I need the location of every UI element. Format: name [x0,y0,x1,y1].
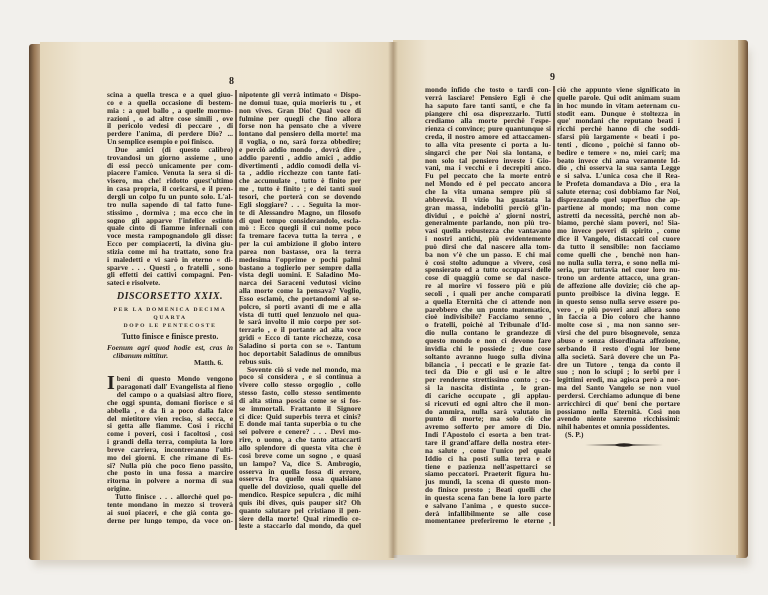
text-line: gli effetti dei cattivi compagni. Pen- [107,271,233,280]
text-line: soltanto avranno luogo sulla divina [425,352,551,361]
text-line: partiene al mondo; ma non come [557,203,680,212]
text-line: mendico. Respice sepulcra , dic mihi [239,491,361,499]
text-line: stizia come mi ha trattato, sono fra [107,247,233,256]
text-line: si ricevuti ed ogni altro che il mon- [425,399,551,408]
text-line: le Profeta domandava a Dio , era la [557,180,680,188]
text-line: ai suoi piaceri, e che già conta go- [107,508,233,517]
text-line: voce mesta rampognandolo gli disse: [107,232,233,241]
text-line: o fratelli, poichè al Tribunale d'Id- [425,321,551,330]
text-line: nel Mondo ed è pel peccato ancora [425,180,551,188]
text-line: vasi quella robustezza che vantavano [425,227,551,236]
text-line: bedire e temere » no, miei cari; ma [557,148,680,157]
end-ornament-icon [585,442,663,448]
text-line: non solo tal pensiero investe i Gio- [425,156,551,165]
text-line: invidia chi le possiede ; due cose [425,344,551,353]
right-column-2 [557,86,680,439]
text-line: terrarlo , e il portante ad alta voce [239,326,361,335]
text-line: to alla vita presente ci porta a lu- [425,140,551,149]
text-line: mo invece poveri di spirito , come [557,227,680,236]
page-number-left: 8 [229,76,234,87]
text-line: de affezione alle dovizie; ciò che ap- [557,282,680,290]
text-line: quelle del dovizioso, quali quelle del [239,483,361,492]
text-line: piangere chi osa disprezzarlo. Tutti [425,109,551,118]
text-line: che la vita umana sempre più si [425,187,551,196]
text-line: mia : a quel ballo , a quelle mormo- [107,106,233,115]
text-line: Saladino si porta con se ». Tantum [239,342,361,350]
text-line: que' mondani che reputano beati i [557,117,680,126]
text-line: abbrevia. Il vizio ha guastata la [425,195,551,204]
discourse-subtitle: DOPO LE PENTECOSTE [123,322,217,329]
text-line: quale cinto di fiamme infernali con [107,224,233,233]
text-line: razioni , o ad altre cose simili , ove [107,114,233,123]
text-line: dergli un colpo fu un punto solo. L'al- [107,192,233,201]
epigraph-line: Foenum agri quod hodie est, cras in [107,343,233,352]
text-line: origine. [107,485,132,493]
text-line: beni di questo Mondo vengono [116,375,233,384]
text-line: generalmente parlando, non più tro- [425,219,551,228]
text-line: perdersi. Cerchiamo adunque di bene [557,391,680,400]
text-line: se immortali. Frattanto il Signore [239,404,361,413]
text-line: me , tutto è finito ; e dei tanti suoi [239,185,361,193]
text-line: abuso e senza disordinata affezione, [557,337,680,345]
paragraph [557,86,680,431]
text-line: sì la nascita distinta , le gran- [425,384,551,392]
text-line: avremo sofferto per amore di Dio. [425,423,551,432]
text-line: tro nulla sapendo di tal fatto fune- [107,200,233,209]
text-line: crediamo alla morte perchè l'espe- [425,117,551,126]
text-line: cose di quaggiù come se dal nasce- [425,274,551,283]
text-block [107,91,233,287]
text-line: le sarà involto il mio corpo per sot- [239,318,361,327]
text-line: virsi che del puro bisognevole, senza [557,329,680,337]
text-line: dio nulla contano le grandezze di [425,329,551,337]
book-gutter [388,42,398,558]
text-line: come i poveri, così i facoltosi , così [107,430,233,439]
text-line: dre un Tutore , tenga da conto il [557,360,680,369]
text-line: stodit eam. Dunque è stoltezza in [557,109,680,118]
text-line: do ammira, nulla sarà valutato in [425,407,551,416]
text-line: molte cose sì , ma non sanno ser- [557,321,680,330]
text-line: trono un ardente attacco, una gran- [557,274,680,283]
text-line: può dirsi che dal nascere alla tom- [425,242,551,251]
text-line: forse non ha pensato che a vivere [239,122,361,131]
text-line: cioè indivisibile? Facciamo senno , [425,313,551,322]
text-line: sfarsi più largamente « beati i po- [557,133,680,141]
text-line: per renderne strettissimo conto ; co- [425,376,551,385]
text-line: quis ibi dives, quis pauper sit? Oh [239,498,361,507]
paragraph [239,366,361,531]
text-line: sateci e risolvete. [107,279,161,288]
paragraph [239,91,361,366]
page-number-right: 9 [550,72,555,83]
text-line: in questo senso nulla serve essere po- [557,297,680,306]
text-line: sei polvere e cenere? . . . Devi mo- [239,428,361,437]
text-line: scina a quella tresca e a quel giuo- [107,91,233,99]
text-line: Iddio ci ha posti sulla terra e ci [425,454,551,463]
text-line: Egli sloggiare? . . . Seguita la mor- [239,200,361,209]
text-line: del mietitore vien reciso, si secca, e [107,414,233,423]
text-line: che posto in una fossa a marcire [107,469,233,478]
text-line: salute eterna; così dobbiamo far Noi, [557,187,680,196]
text-line: mò : Ecco quegli il cui nome poco [239,224,361,233]
paragraph [107,372,233,493]
text-line: poco si considera , e si continua a [239,373,361,382]
text-line: vivere collo stesso orgoglio , collo [239,381,361,390]
discourse-title: DISCORSETTO XXIX. [116,291,224,303]
text-line: serbando il resto d'ogni lor bene [557,344,680,353]
text-block [107,372,233,525]
text-line: non vives. Gran Dio! Qual voce di [239,106,361,115]
text-line: narca dei Saraceni vedutosi vicino [239,279,361,288]
text-line: e perciò addio mondo , dovrà dire , [239,145,361,154]
text-line: in faccia a Dio coloro che hanno [557,313,680,322]
text-line: siamo peccatori. Praeterit figura hu- [425,470,551,479]
text-line: si getta alle fiamme. Così i ricchi [107,422,233,431]
discourse-subtitle: PER LA DOMENICA DECIMA QUARTA [113,306,227,321]
text-line: derà infallibilmente se alle cose [425,509,551,518]
text-line: rire, o uomo, a che tanto attaccarti [239,436,361,444]
text-line: hoc deportabit Saladinus de omnibus [239,349,361,358]
text-line: quelle parole. Qui odit animam suam [557,93,680,102]
text-line: na salute , come l'unico pel quale [425,446,551,455]
text-line: momentanee preferiremo le eterne , [425,517,551,526]
text-line: il voglia, o no, sarà forza obbedire; [239,138,361,146]
text-line: i nostri antichi, più evidentemente [425,235,551,243]
text-line: fulmine per quegli che fino allora [239,114,361,123]
text-line: vista degli uomini. E Saladino Mo- [239,271,361,280]
text-line: abbella , e da lì a poco dalla falce [107,406,233,415]
text-line: spensierato ed a tutto occuparsi delle [425,266,551,275]
text-line: tiene e pazienza nell'aspettarci se [425,462,551,471]
text-line: sogno gli apparve l'infelice estinto [107,216,233,225]
text-line: punto proibisce la divina legge. E [557,289,680,298]
text-line: nipotente gli verrà intimato « Dispo- [239,91,361,99]
paragraph [425,86,551,525]
text-line: rebus suis. [239,357,273,366]
text-line: sparve . . . Questi , o fratelli , sono [107,263,233,272]
text-line: di alta stima poscia come se si fos- [239,396,361,405]
text-line: è così stolto adunque a vivere, così [425,258,551,267]
text-line: ci dice: Quid superbis terra et cinis? [239,412,361,421]
text-line: siere della morte! Qual rimedio ce- [239,514,361,523]
text-line: co e a quella occasione di bestem- [107,98,233,107]
text-line: astretti da necessità, perchè non ab- [557,211,680,220]
text-line: ricchi perchè hanno di che soddi- [557,125,680,134]
epigraph-citation: Matth. 6. [194,358,223,368]
text-line: di essi peccò unicamente per com- [107,161,233,170]
text-line: Due amici (di questo calibro) [115,145,233,154]
text-line: Un semplice esempio e poi finisco. [107,138,214,146]
text-line: di quel tempo considerandolo, escla- [239,216,361,225]
text-line: quanto salutare pel cristiano il pen- [239,506,361,515]
text-line: no nulla sulla terra, e sono nella mi- [557,258,680,267]
text-line: visero, ma che! ridotto quest'ultimo [107,177,233,186]
text-line: il pericolo vedesi di peccare , di [107,122,233,131]
text-line: paragonati dall' Evangelista al fieno [116,383,233,391]
text-line: perdere l'anima, di perdere Dio? ... [107,130,233,139]
text-line: medesima l'opprime e pochi palmi [239,255,361,264]
text-line: ta , addio ricchezze con tante fati- [239,169,361,178]
text-line: da tutto il sensibile: non facciamo [557,242,680,251]
text-line: Fu pel peccato che la morte entrò [425,172,551,181]
text-line: stesso fasto, collo stesso sentimento [239,389,361,397]
text-line: allo splendore di questa vita che è [239,443,361,452]
discourse-theme: Tutto finisce e finisce presto. [121,331,219,341]
text-line: rienza ci convince; pure quantunque si [425,125,551,134]
text-line: dice il Vangelo, distaccati col cuore [557,235,680,243]
text-line: che oggi spunta, domani fiorisce e si [107,398,233,407]
text-line: fa tremare faceva tutta la terra , e [239,232,361,241]
text-line: breve carriera, incontreranno l'ulti- [107,445,233,454]
text-line: ba non v'è che un passo. E chi mai [425,250,551,259]
text-line: vani, ma i vecchi e i decrepiti anco. [425,164,551,173]
text-line: alla morte come la pensava? Voglio, [239,287,361,295]
text-line: bilancia , i peccati e le grazie fat- [425,360,551,369]
text-line: dio , chi osserva la sua santa Legge [557,164,680,173]
text-line: do finisce presto ; Beati quelli che [425,486,551,494]
text-line: beato invece chi ama veramente Id- [557,156,680,165]
text-line: disprezzando quel superfluo che ap- [557,195,680,204]
text-line: leste a staccarlo dal mondo, da quel [239,522,361,531]
text-line: gran massa, indeboliti perciò gl'in- [425,203,551,212]
text-line: nihil habentes et omnia possidentes. [557,423,670,432]
text-line: mo dei giorni. E che rimane di Es- [107,453,233,462]
text-line: osserva fra quelle ossa qualsiano [239,475,361,484]
text-line: arricchirci di que' beni che portare [557,399,680,408]
text-line: in questa scena fan bene la loro parte [425,493,551,502]
text-line: te di Alessandro Magno, un filosofo [239,208,361,217]
text-line: verrà lasciare! Pensiero Egli è che [425,93,551,102]
text-line: possiamo nella Eternità. Così non [557,407,680,416]
text-line: lontano dal pensiero della morte! ma [239,130,361,139]
text-line: si? Nulla più che poco fieno passito, [107,461,233,470]
column-rule-right [553,86,555,526]
text-line: vero , e più poveri anzi allora sono [557,305,680,314]
text-line: alla società. Sarà dovere che un Pa- [557,352,680,361]
text-line: secoli , i quali per anche comparati [425,289,551,298]
text-line: biamo, perchè siam poveri, no! Sia- [557,219,680,228]
text-line: Tutto finisce . . . allorchè quel po- [115,492,233,501]
text-line: bastano a toglierlo per sempre dalla [239,263,361,272]
text-line: dividui , e poichè a' giorni nostri, [425,211,551,220]
text-line: seria, pur tuttavia nel cuor loro nu- [557,266,680,275]
paragraph [107,493,233,524]
text-line: un lampo? Va, dice S. Ambrogio, [239,459,361,468]
text-line: creda, il nostro amore ed attaccamen- [425,133,551,141]
epigraph-line: clibanum mittitur. [113,351,169,360]
discourse-heading [107,293,233,367]
text-line: ritorna in polvere a norma di sua [107,477,233,486]
text-line: jus mundi, la scena di questo mon- [425,478,551,487]
text-line: come quelli che , benchè non han- [557,250,680,259]
text-line: tente mondano in mezzo si troverà [107,500,233,509]
text-line: tenti , dicono , poichè si fanno ob- [557,140,680,149]
text-line: derne per lungo tempo, da voce on- [107,516,233,525]
text-line: questo mondo e non ci devono fare [425,337,551,345]
text-line: i grandi della terra, compiuta la loro [107,438,233,446]
text-line: (S. P.) [565,431,584,439]
text-line: e si salva. L'unica cosa che il Rea- [557,172,680,181]
text-line: Indi l'Apostolo ci esorta a ben trat- [425,431,551,439]
text-line: i maledetti e vi sarò in eterno « di- [107,255,233,264]
text-line: ciò che appunto viene significato in [557,86,680,94]
text-line: stissimo , dormiva ; ma ecco che in [107,208,233,217]
text-line: del campo o a qualsiasi altro fiore, [116,391,233,399]
text-line: divertimenti , addio comodi della vi- [239,161,361,170]
text-line: avendo niente saremo ricchissimi: [557,415,680,424]
left-column-1 [107,91,233,524]
left-column-2 [239,91,361,530]
text-line: trovandosi un giorno assieme , uno [107,153,233,162]
text-line: parebbero che un punto matematico, [425,305,551,314]
text-line: per la cui ambizione il globo intero [239,240,361,248]
text-line: polcro, si porti avanti di me e alla [239,302,361,311]
text-line: e salvano l'anima , e questo succe- [425,501,551,510]
text-line: piacere l'amico. Venuta la sera si di- [107,169,233,178]
text-line: ne domui tuae, quia morieris tu , et [239,98,361,107]
text-line: legittimi eredi, ma agisca però a nor- [557,376,680,385]
text-line: in casa propria, il coricarsi, e il pren- [107,185,233,193]
paragraph [107,146,233,287]
text-line: E donde mai tanta superbia o tu che [239,420,361,429]
text-line: mondo infido che tosto o tardi con- [425,86,551,94]
text-line: di cariche occupate , gli applau- [425,391,551,400]
paragraph [557,431,680,439]
text-line: addio parenti , addio amici , addio [239,153,361,162]
text-line: Ecco per compiacerti, la divina giu- [107,240,233,248]
text-line: teci da Dio e gli usi e le altre [425,368,551,377]
text-line: re al morire vi fossero più e più [425,282,551,290]
text-line: tesori, che porterà con se dovendo [239,192,361,201]
text-line: così breve come un sogno , e quasi [239,451,361,460]
text-line: Esso esclamò, che portandomi al se- [239,294,361,303]
text-line: Sovente ciò si vede nel mondo, ma [247,365,361,374]
text-line: singarci che per Noi sia lontana, e [425,148,551,157]
column-rule-left [235,90,237,530]
text-line: vista di tutti quel lenzuolo nel qua- [239,310,361,319]
text-line: a quella Eternità che ci attende non [425,297,551,306]
text-line: suo ; non lo sciupi ; lo serbi per i [557,368,680,377]
text-line: parea non bastasse, ora la terra [239,247,361,256]
text-line: tare il grand'affare della nostra eter- [425,438,551,447]
drop-cap: I [107,372,115,395]
text-line: punto di morte; ma solo ciò che [425,415,551,424]
text-line: che accumulate , tutto è finito per [239,177,361,186]
text-line: in hoc mundo in vitam aeternam cu- [557,101,680,110]
text-line: ha saputo fare tanti santi, e che fa [425,101,551,110]
text-line: gridi « Ecco di tante ricchezze, cosa [239,334,361,342]
text-line: ma del Santo Vangelo se non vuol [557,384,680,392]
paragraph [107,91,233,146]
right-column-1 [425,86,551,525]
text-line: osserva in quella fossa di errore, [239,467,361,476]
